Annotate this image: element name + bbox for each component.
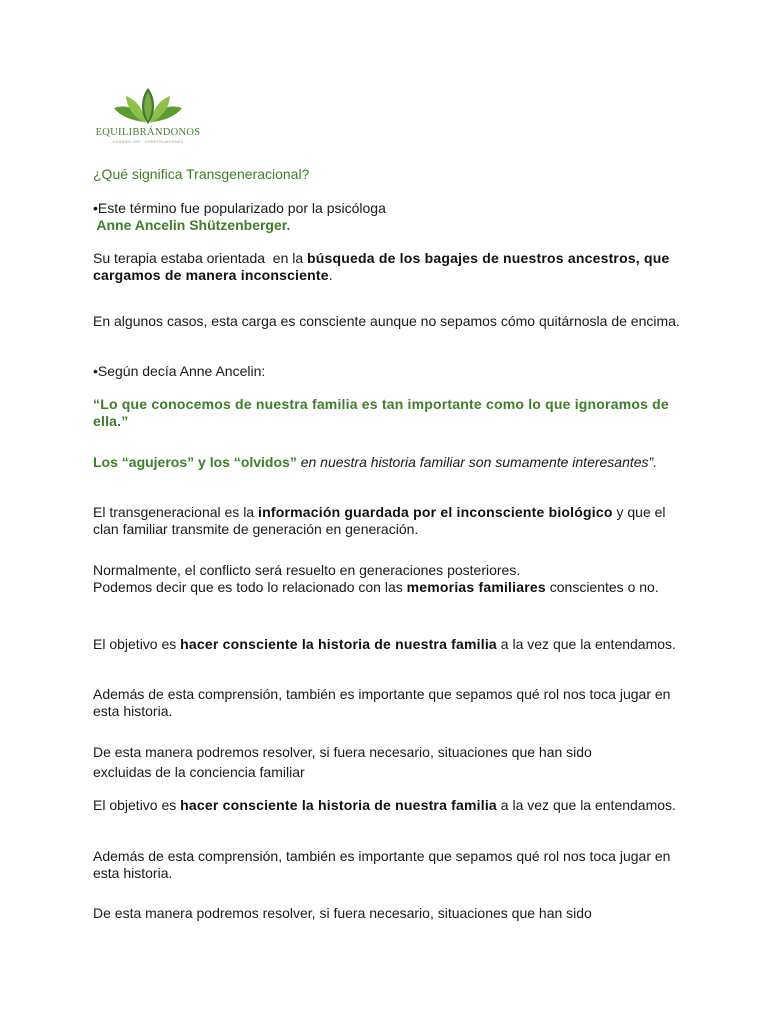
paragraph-objective-end: a la vez que la entendamos. [496,636,676,652]
quote: “Lo que conocemos de nuestra familia es tan importante como lo que ignoramos de ella.” [93,396,669,429]
page-heading: ¿Qué significa Transgeneracional? [93,166,310,182]
paragraph-objective-repeat [93,797,683,814]
paragraph-objective-bold: hacer consciente la historia de nuestra familia [180,636,497,652]
paragraph-therapy [93,250,683,284]
paragraph-definition-bold: información guardada por el inconsciente biológico [258,504,613,520]
paragraph-objective-repeat-bold: hacer consciente la historia de nuestra familia [180,797,497,813]
paragraph-resolve-repeat: De esta manera podremos resolver, si fuera necesario, situaciones que han sido [93,905,592,921]
lotus-leaves-icon [112,86,184,126]
paragraph-holes [93,454,683,471]
paragraph-resolve-line2: excluidas de la conciencia familiar [93,764,305,780]
paragraph-understanding-repeat: Además de esta comprensión, también es importante que sepamos qué rol nos toca jugar en esta historia. [93,848,671,881]
paragraph-therapy-end: . [328,267,333,283]
paragraph-holes-italic: en nuestra historia familiar son sumamente interesantes”. [296,454,658,470]
paragraph-therapy-text: Su terapia estaba orientada en la [93,250,308,266]
paragraph-definition-end: y que el clan familiar transmite de generación en generación. [93,504,666,537]
paragraph-conflict [93,562,683,596]
paragraph-objective-text: El objetivo es [93,636,181,652]
paragraph-conscious-load: En algunos casos, esta carga es consciente aunque no sepamos cómo quitárnosla de encima. [93,313,680,329]
paragraph-understanding: Además de esta comprensión, también es importante que sepamos qué rol nos toca jugar en esta historia. [93,686,671,719]
paragraph-according: •Según decía Anne Ancelin: [93,363,266,379]
paragraph-definition [93,504,683,538]
paragraph-memories-text: Podemos decir que es todo lo relacionado con las [93,579,407,595]
paragraph-holes-bold: Los “agujeros” y los “olvidos” [93,454,297,470]
paragraph-objective-repeat-text: El objetivo es [93,797,181,813]
paragraph-resolve [93,744,683,781]
paragraph-memories [93,579,683,596]
logo-subtitle: COUNSELING · CONSTELACIONES [112,140,184,144]
logo-title: EQUILIBRÁNDONOS [95,127,201,138]
paragraph-conflict-line: Normalmente, el conflicto será resuelto en generaciones posteriores. [93,562,521,578]
paragraph-memories-bold: memorias familiares [406,579,546,595]
paragraph-memories-end: conscientes o no. [545,579,659,595]
paragraph-definition-text: El transgeneracional es la [93,504,258,520]
paragraph-objective [93,636,683,653]
paragraph-therapy-bold: búsqueda de los bagajes de nuestros ancestros, que cargamos de manera inconsciente [93,250,670,283]
paragraph-popularized [93,200,683,234]
equilibrandonos-logo [94,86,202,148]
paragraph-popularized-line: •Este término fue popularizado por la psicóloga [93,200,386,216]
paragraph-objective-repeat-end: a la vez que la entendamos. [496,797,676,813]
paragraph-resolve-line1: De esta manera podremos resolver, si fuera necesario, situaciones que han sido [93,744,592,760]
author-name: Anne Ancelin Shützenberger. [93,217,291,233]
